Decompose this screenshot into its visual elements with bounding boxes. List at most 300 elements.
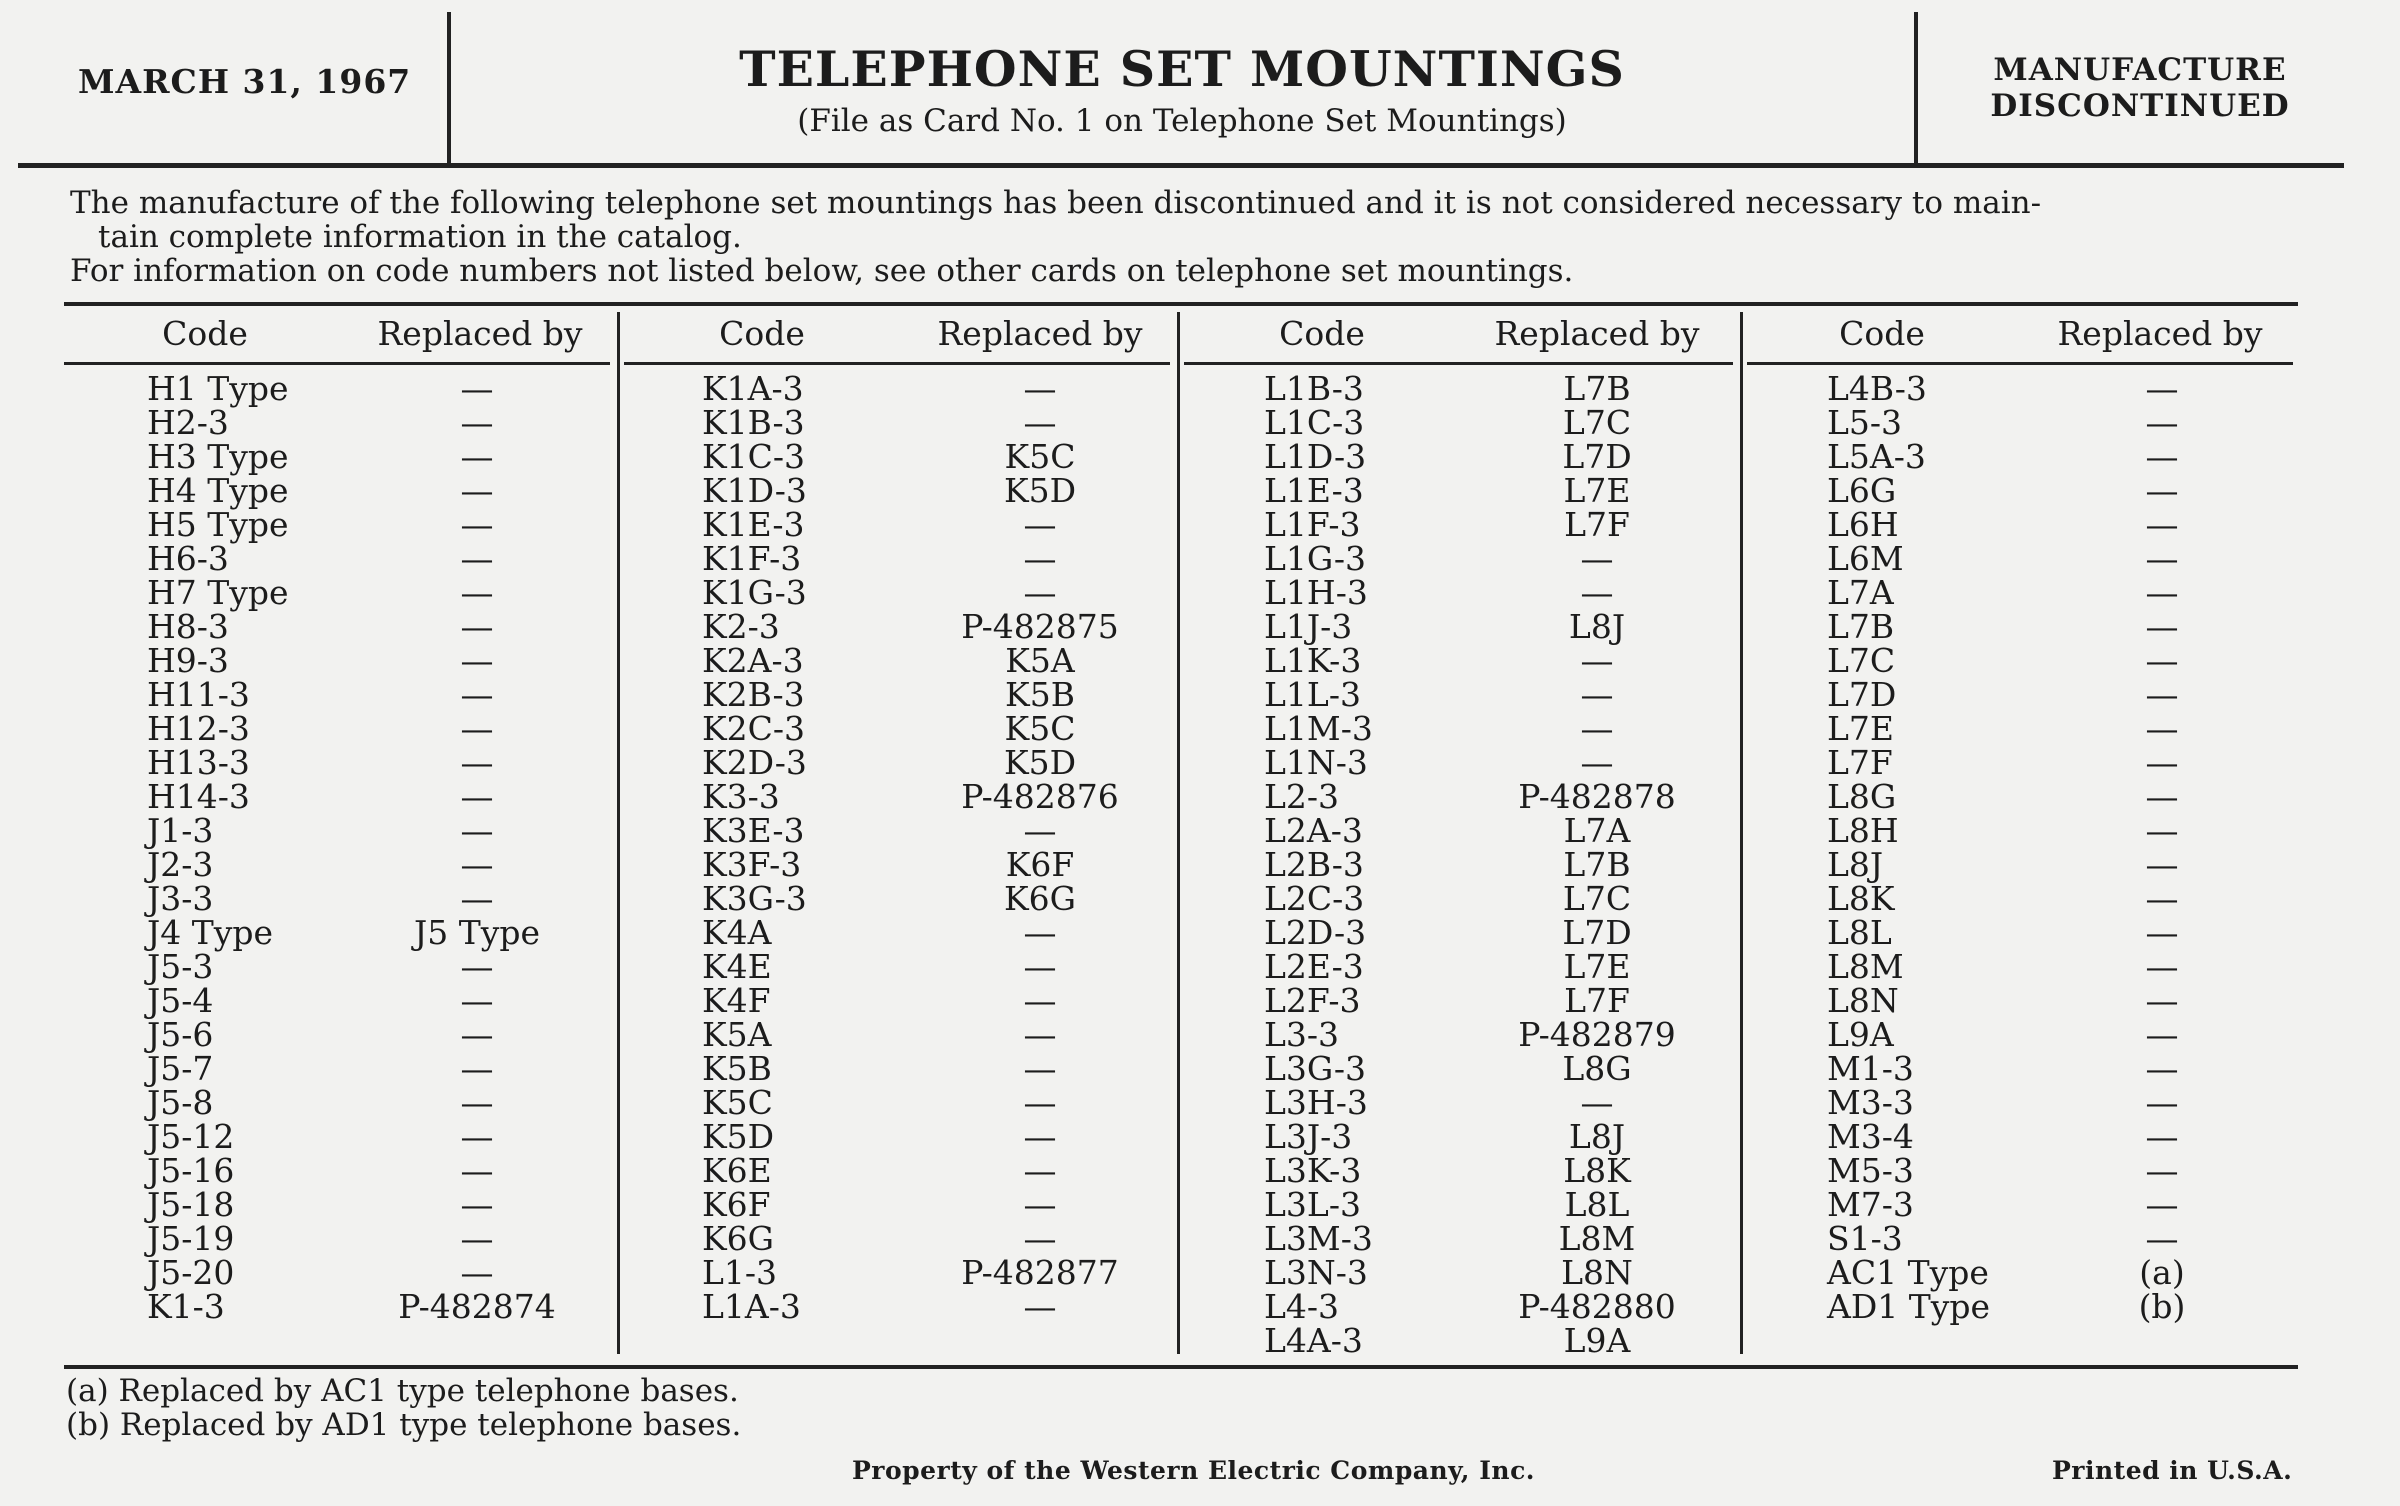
table-row (1827, 471, 2287, 510)
replaced-by-cell: — (2145, 641, 2179, 680)
replaced-by-cell: — (2145, 1185, 2179, 1224)
replaced-by-cell: — (1023, 1185, 1057, 1224)
code-cell: K1E-3 (702, 505, 805, 544)
replaced-by-cell: — (1023, 403, 1057, 442)
replaced-by-cell: — (2145, 743, 2179, 782)
table-row (147, 369, 607, 408)
replaced-by-cell: — (460, 947, 494, 986)
table-row (702, 1219, 1162, 1258)
table-row (1827, 607, 2287, 646)
table-row (702, 369, 1162, 408)
code-cell: K2B-3 (702, 675, 805, 714)
table-column-4 (1827, 369, 2287, 1326)
code-cell: K2A-3 (702, 641, 804, 680)
table-row (702, 1083, 1162, 1122)
table-row (1264, 777, 1724, 816)
replaced-by-cell: — (1580, 743, 1614, 782)
replaced-by-cell: — (1580, 641, 1614, 680)
code-cell: K2-3 (702, 607, 780, 646)
replaced-by-cell: — (2145, 539, 2179, 578)
table-row (147, 539, 607, 578)
code-cell: L1G-3 (1264, 539, 1367, 578)
table-row (1827, 1117, 2287, 1156)
replaced-by-cell: — (460, 879, 494, 918)
table-row (147, 573, 607, 612)
table-row (1264, 709, 1724, 748)
code-cell: L2A-3 (1264, 811, 1363, 850)
replaced-by-cell: — (2145, 573, 2179, 612)
table-row (147, 777, 607, 816)
table-row (147, 845, 607, 884)
table-row (702, 675, 1162, 714)
replaced-by-cell: — (1023, 981, 1057, 1020)
code-cell: L1K-3 (1264, 641, 1362, 680)
code-cell: L9A (1827, 1015, 1894, 1054)
replaced-by-cell: — (2145, 1049, 2179, 1088)
table-row (1264, 505, 1724, 544)
col2-replaced-heading: Replaced by (937, 314, 1143, 353)
table-row (147, 981, 607, 1020)
replaced-by-cell: P-482874 (398, 1287, 556, 1326)
code-cell: L1F-3 (1264, 505, 1361, 544)
replaced-by-cell: L7D (1562, 913, 1632, 952)
replaced-by-cell: — (1023, 1287, 1057, 1326)
replaced-by-cell: L7C (1562, 403, 1632, 442)
replaced-by-cell: K5D (1003, 743, 1077, 782)
replaced-by-cell: P-482877 (961, 1253, 1119, 1292)
table-row (147, 437, 607, 476)
code-cell: H2-3 (147, 403, 229, 442)
table-row (1264, 369, 1724, 408)
table-row (1827, 1185, 2287, 1224)
code-cell: L7E (1827, 709, 1894, 748)
col1-code-heading: Code (162, 314, 248, 353)
code-cell: K2D-3 (702, 743, 807, 782)
code-cell: J5-6 (147, 1015, 214, 1054)
column-divider-3 (1740, 312, 1743, 1354)
code-cell: L7D (1827, 675, 1897, 714)
replaced-by-cell: — (1580, 539, 1614, 578)
code-cell: L8J (1827, 845, 1884, 884)
replaced-by-cell: — (1023, 1151, 1057, 1190)
code-cell: L3-3 (1264, 1015, 1340, 1054)
table-row (1827, 369, 2287, 408)
replaced-by-cell: P-482880 (1518, 1287, 1676, 1326)
replaced-by-cell: — (2145, 403, 2179, 442)
table-row (1827, 913, 2287, 952)
replaced-by-cell: — (2145, 1219, 2179, 1258)
replaced-by-cell: L8J (1568, 1117, 1626, 1156)
table-row (147, 709, 607, 748)
code-cell: L3J-3 (1264, 1117, 1353, 1156)
table-row (147, 1185, 607, 1224)
table-row (147, 1015, 607, 1054)
table-row (1827, 1049, 2287, 1088)
code-cell: J5-12 (147, 1117, 235, 1156)
replaced-by-cell: — (2145, 1015, 2179, 1054)
replaced-by-cell: — (460, 845, 494, 884)
header-divider-right (1914, 12, 1918, 164)
code-cell: H7 Type (147, 573, 289, 612)
table-row (1264, 607, 1724, 646)
replaced-by-cell: — (460, 369, 494, 408)
code-cell: H12-3 (147, 709, 250, 748)
table-column-1 (147, 369, 607, 1326)
replaced-by-cell: — (460, 1219, 494, 1258)
replaced-by-cell: — (2145, 369, 2179, 408)
code-cell: L6H (1827, 505, 1899, 544)
code-cell: L4A-3 (1264, 1321, 1363, 1360)
code-cell: J5-20 (147, 1253, 235, 1292)
table-row (702, 709, 1162, 748)
table-row (147, 811, 607, 850)
code-cell: L6M (1827, 539, 1904, 578)
replaced-by-cell: — (460, 811, 494, 850)
table-row (147, 1049, 607, 1088)
replaced-by-cell: — (460, 1083, 494, 1122)
code-cell: H4 Type (147, 471, 289, 510)
status-line-2: DISCONTINUED (1990, 88, 2290, 124)
replaced-by-cell: L7A (1563, 811, 1631, 850)
table-row (147, 743, 607, 782)
intro-text (70, 186, 2300, 288)
code-cell: L1M-3 (1264, 709, 1373, 748)
table-row (702, 1253, 1162, 1292)
code-cell: H6-3 (147, 539, 229, 578)
replaced-by-cell: L8J (1568, 607, 1626, 646)
table-row (1827, 743, 2287, 782)
col4-replaced-heading: Replaced by (2057, 314, 2263, 353)
table-row (1264, 539, 1724, 578)
replaced-by-cell: — (1580, 709, 1614, 748)
replaced-by-cell: — (1023, 1015, 1057, 1054)
table-row (702, 743, 1162, 782)
replaced-by-cell: — (1580, 675, 1614, 714)
replaced-by-cell: L8G (1562, 1049, 1632, 1088)
code-cell: L7A (1827, 573, 1894, 612)
table-row (147, 913, 607, 952)
code-cell: K5A (702, 1015, 772, 1054)
replaced-by-cell: L7D (1562, 437, 1632, 476)
table-row (147, 1219, 607, 1258)
code-cell: K6G (702, 1219, 775, 1258)
code-cell: K1C-3 (702, 437, 806, 476)
table-row (147, 403, 607, 442)
replaced-by-cell: — (1580, 573, 1614, 612)
card-date: MARCH 31, 1967 (78, 62, 412, 101)
replaced-by-cell: — (460, 1015, 494, 1054)
replaced-by-cell: L7C (1562, 879, 1632, 918)
code-cell: K1D-3 (702, 471, 807, 510)
code-cell: L1A-3 (702, 1287, 801, 1326)
table-bottom-rule (64, 1365, 2298, 1369)
replaced-by-cell: — (460, 437, 494, 476)
replaced-by-cell: K5C (1004, 709, 1076, 748)
table-column-2 (702, 369, 1162, 1326)
replaced-by-cell: P-482875 (961, 607, 1119, 646)
replaced-by-cell: — (460, 743, 494, 782)
code-cell: L8H (1827, 811, 1899, 850)
code-cell: L2E-3 (1264, 947, 1364, 986)
replaced-by-cell: — (2145, 913, 2179, 952)
table-row (702, 1151, 1162, 1190)
code-cell: L8G (1827, 777, 1897, 816)
table-row (1827, 539, 2287, 578)
table-row (1264, 845, 1724, 884)
replaced-by-cell: (a) (2139, 1253, 2185, 1292)
table-row (1264, 1287, 1724, 1326)
col4-code-heading: Code (1839, 314, 1925, 353)
replaced-by-cell: — (1023, 1219, 1057, 1258)
replaced-by-cell: — (2145, 675, 2179, 714)
table-row (702, 573, 1162, 612)
code-cell: L7B (1827, 607, 1895, 646)
replaced-by-cell: — (2145, 437, 2179, 476)
code-cell: L1J-3 (1264, 607, 1353, 646)
replaced-by-cell: L7E (1563, 947, 1631, 986)
code-cell: H14-3 (147, 777, 250, 816)
footnote-a: (a) Replaced by AC1 type telephone bases. (66, 1373, 739, 1409)
code-cell: K1G-3 (702, 573, 807, 612)
replaced-by-cell: — (2145, 981, 2179, 1020)
status-label (1930, 52, 2350, 124)
replaced-by-cell: — (1023, 1083, 1057, 1122)
replaced-by-cell: — (2145, 811, 2179, 850)
intro-line-2: tain complete information in the catalog. (98, 219, 742, 255)
code-cell: H5 Type (147, 505, 289, 544)
replaced-by-cell: P-482879 (1518, 1015, 1676, 1054)
code-cell: J2-3 (147, 845, 214, 884)
table-row (1827, 675, 2287, 714)
table-row (702, 641, 1162, 680)
intro-line-1: The manufacture of the following telephone set mountings has been discontinued and it is not considered necessary to main- (70, 185, 2042, 221)
replaced-by-cell: — (2145, 607, 2179, 646)
code-cell: K1-3 (147, 1287, 225, 1326)
code-cell: K3-3 (702, 777, 780, 816)
table-row (1827, 811, 2287, 850)
replaced-by-cell: — (1023, 369, 1057, 408)
replaced-by-cell: J5 Type (413, 913, 541, 952)
table-row (1827, 1287, 2287, 1326)
code-cell: J5-18 (147, 1185, 235, 1224)
footnote-b: (b) Replaced by AD1 type telephone bases. (66, 1407, 742, 1443)
intro-line-3: For information on code numbers not listed below, see other cards on telephone set mountings. (70, 253, 1574, 289)
code-cell: J1-3 (147, 811, 214, 850)
code-cell: K4E (702, 947, 772, 986)
table-row (147, 947, 607, 986)
replaced-by-cell: — (2145, 1117, 2179, 1156)
table-row (1264, 1049, 1724, 1088)
replaced-by-cell: — (460, 607, 494, 646)
replaced-by-cell: — (2145, 845, 2179, 884)
table-row (702, 471, 1162, 510)
replaced-by-cell: — (460, 1151, 494, 1190)
table-row (1264, 437, 1724, 476)
code-cell: J5-4 (147, 981, 214, 1020)
replaced-by-cell: L7F (1564, 505, 1630, 544)
table-row (702, 1185, 1162, 1224)
table-row (702, 913, 1162, 952)
code-cell: M3-4 (1827, 1117, 1914, 1156)
code-cell: L1C-3 (1264, 403, 1365, 442)
code-cell: H13-3 (147, 743, 250, 782)
code-cell: K4A (702, 913, 772, 952)
replaced-by-cell: L8M (1558, 1219, 1636, 1258)
table-row (702, 845, 1162, 884)
replaced-by-cell: — (2145, 777, 2179, 816)
table-row (1827, 1151, 2287, 1190)
code-cell: K1B-3 (702, 403, 805, 442)
col2-code-heading: Code (719, 314, 805, 353)
code-cell: AD1 Type (1827, 1287, 1991, 1326)
replaced-by-cell: L7E (1563, 471, 1631, 510)
code-cell: H11-3 (147, 675, 250, 714)
table-row (1827, 505, 2287, 544)
table-row (1827, 1219, 2287, 1258)
table-row (1827, 573, 2287, 612)
replaced-by-cell: K5C (1004, 437, 1076, 476)
code-cell: M3-3 (1827, 1083, 1914, 1122)
code-cell: H1 Type (147, 369, 289, 408)
replaced-by-cell: — (460, 1253, 494, 1292)
replaced-by-cell: — (460, 539, 494, 578)
table-row (702, 1287, 1162, 1326)
replaced-by-cell: L7B (1563, 369, 1631, 408)
header-divider-left (447, 12, 451, 164)
property-notice: Property of the Western Electric Company, Inc. (852, 1456, 1536, 1485)
code-cell: L1-3 (702, 1253, 778, 1292)
table-row (147, 879, 607, 918)
replaced-by-cell: — (1023, 505, 1057, 544)
table-row (147, 1287, 607, 1326)
code-cell: K5B (702, 1049, 772, 1088)
code-cell: J5-8 (147, 1083, 214, 1122)
table-row (1264, 573, 1724, 612)
table-row (1827, 1253, 2287, 1292)
card-subtitle: (File as Card No. 1 on Telephone Set Mountings) (797, 103, 1567, 139)
replaced-by-cell: L9A (1563, 1321, 1631, 1360)
table-row (702, 505, 1162, 544)
code-cell: L2D-3 (1264, 913, 1367, 952)
replaced-by-cell: — (460, 777, 494, 816)
table-row (1264, 1117, 1724, 1156)
col3-code-heading: Code (1279, 314, 1365, 353)
table-row (147, 1151, 607, 1190)
code-cell: K1A-3 (702, 369, 804, 408)
table-row (1264, 947, 1724, 986)
table-row (1264, 1321, 1724, 1360)
code-cell: M7-3 (1827, 1185, 1914, 1224)
code-cell: M5-3 (1827, 1151, 1914, 1190)
code-cell: L1D-3 (1264, 437, 1367, 476)
code-cell: K4F (702, 981, 771, 1020)
replaced-by-cell: — (2145, 471, 2179, 510)
replaced-by-cell: — (460, 403, 494, 442)
replaced-by-cell: — (1023, 1049, 1057, 1088)
card-title: TELEPHONE SET MOUNTINGS (739, 40, 1625, 98)
code-cell: H8-3 (147, 607, 229, 646)
table-row (147, 641, 607, 680)
table-row (1827, 403, 2287, 442)
table-row (1264, 471, 1724, 510)
code-cell: J3-3 (147, 879, 214, 918)
code-cell: H9-3 (147, 641, 229, 680)
table-row (1264, 675, 1724, 714)
replaced-by-cell: — (460, 641, 494, 680)
column-divider-1 (617, 312, 620, 1354)
table-row (147, 675, 607, 714)
code-cell: L2B-3 (1264, 845, 1364, 884)
code-cell: L1E-3 (1264, 471, 1364, 510)
table-row (1264, 1015, 1724, 1054)
table-row (147, 1253, 607, 1292)
table-row (1264, 403, 1724, 442)
header-rule (18, 163, 2344, 168)
table-row (702, 403, 1162, 442)
table-row (1827, 879, 2287, 918)
replaced-by-cell: — (460, 709, 494, 748)
replaced-by-cell: L8K (1563, 1151, 1631, 1190)
code-cell: L3L-3 (1264, 1185, 1361, 1224)
replaced-by-cell: — (460, 1117, 494, 1156)
code-cell: L5A-3 (1827, 437, 1926, 476)
table-row (147, 607, 607, 646)
code-cell: K1F-3 (702, 539, 802, 578)
replaced-by-cell: — (2145, 879, 2179, 918)
table-row (1264, 913, 1724, 952)
table-row (1827, 947, 2287, 986)
replaced-by-cell: K5D (1003, 471, 1077, 510)
replaced-by-cell: — (460, 573, 494, 612)
header-underline-4 (1747, 362, 2293, 365)
code-cell: L3M-3 (1264, 1219, 1373, 1258)
table-row (702, 811, 1162, 850)
replaced-by-cell: — (1023, 1117, 1057, 1156)
code-cell: L4B-3 (1827, 369, 1927, 408)
header-underline-3 (1184, 362, 1733, 365)
replaced-by-cell: K6G (1003, 879, 1076, 918)
code-cell: J5-7 (147, 1049, 214, 1088)
footnotes (66, 1374, 741, 1442)
code-cell: L1B-3 (1264, 369, 1364, 408)
code-cell: L7F (1827, 743, 1893, 782)
table-row (702, 947, 1162, 986)
table-row (702, 607, 1162, 646)
code-cell: L3N-3 (1264, 1253, 1368, 1292)
header-underline-2 (624, 362, 1170, 365)
table-row (1264, 1151, 1724, 1190)
table-row (1264, 1219, 1724, 1258)
col1-replaced-heading: Replaced by (377, 314, 583, 353)
code-cell: L1H-3 (1264, 573, 1368, 612)
code-cell: L6G (1827, 471, 1897, 510)
replaced-by-cell: — (1023, 539, 1057, 578)
code-cell: L5-3 (1827, 403, 1903, 442)
code-cell: L8M (1827, 947, 1904, 986)
replaced-by-cell: — (460, 675, 494, 714)
table-row (1827, 777, 2287, 816)
replaced-by-cell: — (1023, 811, 1057, 850)
code-cell: J5-19 (147, 1219, 235, 1258)
table-row (147, 505, 607, 544)
replaced-by-cell: — (2145, 1083, 2179, 1122)
code-cell: K2C-3 (702, 709, 806, 748)
table-row (702, 1117, 1162, 1156)
code-cell: H3 Type (147, 437, 289, 476)
code-cell: K6F (702, 1185, 771, 1224)
code-cell: L4-3 (1264, 1287, 1340, 1326)
replaced-by-cell: L8N (1561, 1253, 1633, 1292)
